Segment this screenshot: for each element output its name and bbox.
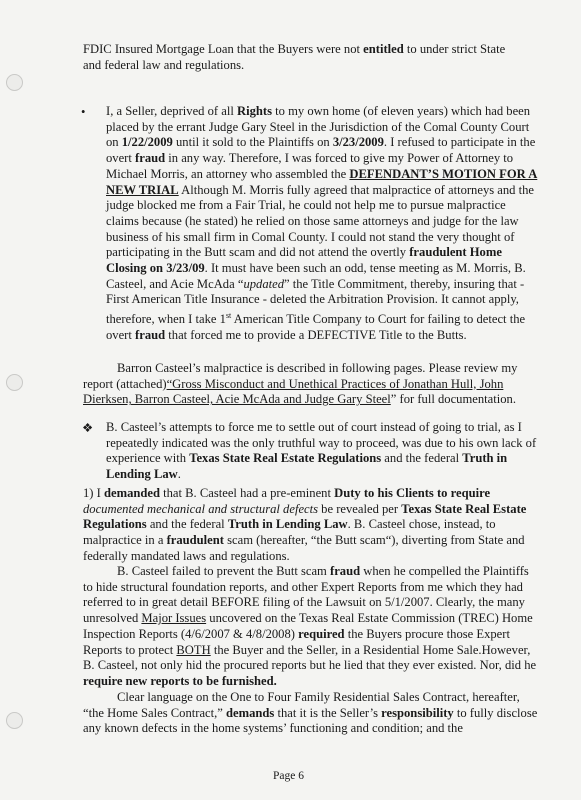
binder-hole <box>6 74 23 91</box>
report-title: “Gross Misconduct and Unethical Practices of Jonathan Hull, John Dierksen, Barron Casteel, Acie McAda and Judge Gary Steel <box>83 376 504 407</box>
bullet-paragraph-2: B. Casteel’s attempts to force me to settle out of court instead of going to trial, as I repeatedly indicated was the only truthful way to proceed, was due to his own lack of experience with Texas State Real Estate Regulations and the federal Truth in Lending Law. <box>106 420 537 482</box>
bullet-marker: • <box>81 105 86 119</box>
top-paragraph: FDIC Insured Mortgage Loan that the Buyers were not entitled to under strict State and federal law and regulations. <box>83 42 506 72</box>
page-number: Page 6 <box>273 770 304 782</box>
paragraph-demanded: 1) I demanded that B. Casteel had a pre-eminent Duty to his Clients to require documented mechanical and structural defects be revealed per Texas State Real Estate Regulations and the federal Truth in Lending Law. B. Casteel chose, instead, to malpractice in a fraudulent scam (hereafter, “the Butt scam“), diverting from State and federally mandated laws and regulations. <box>83 486 527 563</box>
bullet-paragraph-1: I, a Seller, deprived of all Rights to my own home (of eleven years) which had been placed by the errant Judge Gary Steel in the Jurisdiction of the Comal County Court on 1/22/2009 until it sold to the Plaintiffs on 3/23/2009. I refused to participate in the overt fraud in any way. Therefore, I was forced to give my Power of Attorney to Michael Morris, an attorney who assembled the DEFENDANT’S MOTION FOR A NEW TRIAL Although M. Morris fully agreed that malpractice of attorneys and the judge blocked me from a Fair Trial, he could not help me to pursue malpractice claims because (he stated) he relied on those same attorneys and judge for the law business of his small firm in Comal County. I could not stand the very thought of participating in the Butt scam and did not attend the overtly fraudulent Home Closing on 3/23/09. It must have been such an odd, tense meeting as M. Morris, B. Casteel, and Acie McAda “updated” the Title Commitment, thereby, insuring that - First American Title Insurance - deleted the Arbitration Provision. It cannot apply, therefore, when I take 1st American Title Company to Court for failing to detect the overt fraud that forced me to provide a DEFECTIVE Title to the Butts. <box>106 104 538 343</box>
report-reference-paragraph: Barron Casteel’s malpractice is described in following pages. Please review my report (attached)“Gross Misconduct and Unethical Practices of Jonathan Hull, John Dierksen, Barron Casteel, Acie McAda and Judge Gary Steel” for full documentation. <box>83 361 518 407</box>
paragraph-butt-scam: B. Casteel failed to prevent the Butt scam fraud when he compelled the Plaintiffs to hide structural foundation reports, and other Expert Reports from me which they had referred to in great detail BEFORE filing of the Lawsuit on 5/1/2007. Clearly, the many unresolved Major Issues uncovered on the Texas Real Estate Commission (TREC) Home Inspection Reports (4/6/2007 & 4/8/2008) required the Buyers procure those Expert Reports to protect BOTH the Buyer and the Seller, in a Residential Home Sale.However, B. Casteel, not only hid the procured reports but he lied that they ever existed. Nor, did he require new reports to be furnished. <box>83 564 537 688</box>
motion-title: DEFENDANT’S MOTION FOR A NEW TRIAL <box>106 166 538 197</box>
paragraph-home-sales-contract: Clear language on the One to Four Family Residential Sales Contract, hereafter, “the Home Sales Contract,” demands that it is the Seller’s responsibility to fully disclose any known defects in the home systems’ functioning and condition; and the <box>83 690 538 736</box>
binder-hole <box>6 374 23 391</box>
bullet-marker: ❖ <box>82 421 94 435</box>
binder-hole <box>6 712 23 729</box>
